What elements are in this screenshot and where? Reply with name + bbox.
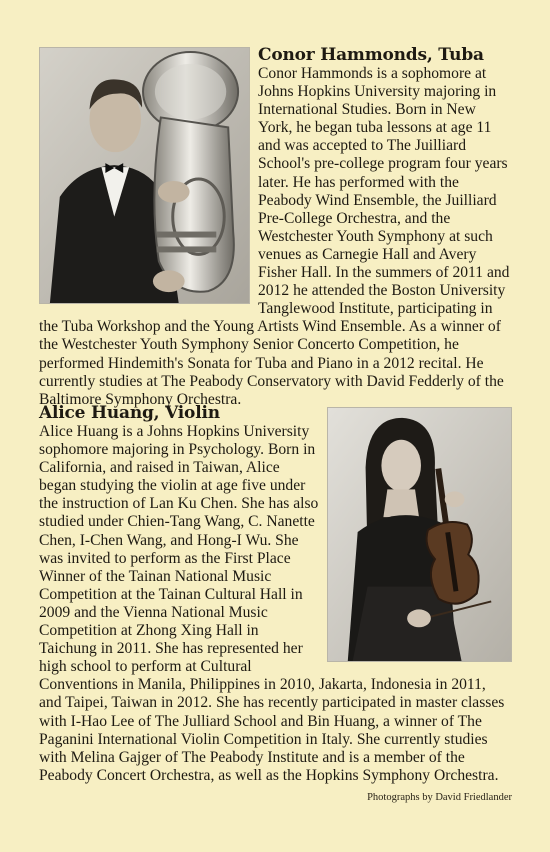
bio-name: Alice Huang, Violin <box>39 403 220 423</box>
bio-name: Conor Hammonds, Tuba <box>258 45 484 65</box>
bio-text: Conor Hammonds is a sophomore at Johns Hopkins University majoring in International Studies. Born in New York, he began tuba lessons at age 11 and was accepted to The Juilliard School's pre-college program four years later. He has performed with the Peabody Wind Ensemble, the Juilliard Pre-College Orchestra, and the Westchester Youth Symphony at such venues as Carnegie Hall and Avery Fisher Hall. In the summers of 2011 and 2012 he attended the Boston University Tanglewood Institute, participating in the Tuba Workshop and the Young Artists Wind Ensemble. As a winner of the Westchester Youth Symphony Senior Concerto Competition, he performed Hindemith's Sonata for Tuba and Piano in a 2012 recital. He currently studies at The Peabody Conservatory with David Fedderly of the Baltimore Symphony Orchestra. <box>39 65 510 408</box>
photo-violinist <box>327 407 512 662</box>
bio-alice-huang <box>39 403 512 785</box>
photo-credit: Photographs by David Friedlander <box>367 792 512 803</box>
bio-text: Alice Huang is a Johns Hopkins University sophomore majoring in Psychology. Born in California, and raised in Taiwan, Alice began studying the violin at age five under the instruction of Lan Ku Chen. She has also studied under Chien-Tang Wang, C. Nanette Chen, I-Chen Wang, and Hong-I Wu. She was invited to perform as the First Place Winner of the Tainan National Music Competition at the Tainan Cultural Hall in 2009 and the Vienna National Music Competition at Zhong Xing Hall in Taichung in 2011. She has represented her high school to perform at Cultural Conventions in Manila, Philippines in 2010, Jakarta, Indonesia in 2011, and Taipei, Taiwan in 2012. She has recently participated in master classes with I-Hao Lee of The Julliard School and Bin Huang, a winner of The Paganini International Violin Competition in Italy. She currently studies with Melina Gajger of The Peabody Institute and is a member of the Peabody Concert Orchestra, as well as the Hopkins Symphony Orchestra. <box>39 423 505 784</box>
bio-conor-hammonds <box>39 45 512 409</box>
photo-tuba-player <box>39 47 250 304</box>
